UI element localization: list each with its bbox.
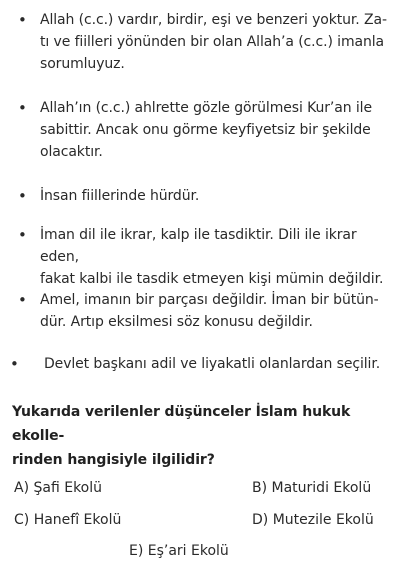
statement-text: [40, 224, 398, 290]
option-c[interactable]: C) Hanefî Ekolü: [14, 512, 122, 528]
statement-line: Amel, imanın bir parçası değildir. İman bir bütün-: [40, 292, 379, 308]
bullet-marker: •: [18, 291, 27, 309]
statement-line: Allah’ın (c.c.) ahlrette gözle görülmesi Kur’an ile: [40, 100, 372, 116]
statement-item: [10, 353, 390, 375]
bullet-marker: •: [18, 99, 27, 117]
statement-line: sorumluyuz.: [40, 56, 125, 72]
statement-item: [18, 224, 398, 290]
bullet-marker: •: [10, 355, 19, 373]
statement-line: tı ve fiilleri yönünden bir olan Allah’a (c.c.) imanla: [40, 34, 385, 50]
statement-line: Devlet başkanı adil ve liyakatli olanlardan seçilir.: [44, 356, 381, 372]
option-a[interactable]: A) Şafi Ekolü: [14, 480, 103, 496]
question-line: rinden hangisiyle ilgilidir?: [12, 452, 215, 468]
statement-item: [18, 97, 398, 163]
statement-line: Allah (c.c.) vardır, birdir, eşi ve benzeri yoktur. Za-: [40, 12, 387, 28]
question-line: Yukarıda verilenler düşünceler İslam hukuk ekolle-: [12, 404, 351, 444]
bullet-marker: •: [18, 226, 27, 244]
option-d[interactable]: D) Mutezile Ekolü: [252, 512, 374, 528]
statement-text: [40, 97, 398, 163]
statement-item: [18, 289, 398, 333]
statement-line: olacaktır.: [40, 144, 103, 160]
statement-text: [40, 185, 398, 207]
statement-text: [40, 9, 398, 75]
statement-line: İman dil ile ikrar, kalp ile tasdiktir. Dili ile ikrar eden,: [40, 227, 357, 265]
statement-item: [18, 9, 398, 75]
statement-line: İnsan fiillerinde hürdür.: [40, 188, 200, 204]
statement-line: fakat kalbi ile tasdik etmeyen kişi mümin değildir.: [40, 271, 384, 287]
statement-text: [40, 289, 398, 333]
statement-text: [44, 353, 390, 375]
statement-item: [18, 185, 398, 207]
bullet-marker: •: [18, 11, 27, 29]
statement-line: dür. Artıp eksilmesi söz konusu değildir.: [40, 314, 313, 330]
option-b[interactable]: B) Maturidi Ekolü: [252, 480, 372, 496]
option-e[interactable]: E) Eş’ari Ekolü: [129, 543, 229, 559]
bullet-marker: •: [18, 187, 27, 205]
statement-line: sabittir. Ancak onu görme keyfiyetsiz bir şekilde: [40, 122, 371, 138]
question-stem: [12, 400, 402, 472]
